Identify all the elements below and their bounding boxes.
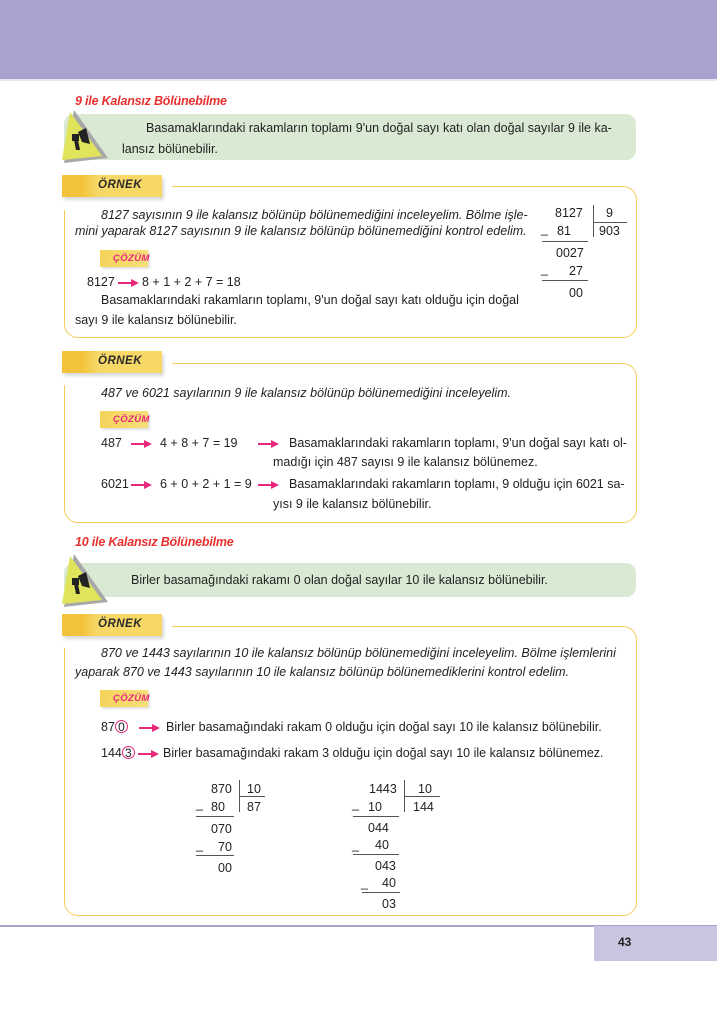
solution-tag-label: ÇÖZÜM: [113, 253, 150, 264]
arrow-right-icon: [139, 723, 161, 733]
calc-sum: 8 + 1 + 2 + 7 = 18: [142, 275, 241, 289]
header-divider: [0, 79, 717, 81]
arrow-right-icon: [138, 749, 160, 759]
rule-box-9: [64, 114, 636, 160]
solution-tag-label: ÇÖZÜM: [113, 414, 150, 425]
example-tab-3: [62, 614, 162, 636]
conclusion-line2: sayı 9 ile kalansız bölünebilir.: [75, 313, 237, 327]
conclusion-line1: Basamaklarındaki rakamların toplamı, 9'un doğal sayı katı olduğu için doğal: [101, 293, 519, 307]
rule-text-line2: lansız bölünebilir.: [122, 142, 218, 156]
arrow-right-icon: [118, 278, 140, 288]
example3-text-line2: yaparak 870 ve 1443 sayılarının 10 ile kalansız bölünüp bölünemediklerini kontrol edelim.: [75, 665, 570, 679]
megaphone-icon: [60, 108, 112, 163]
page-number: 43: [618, 935, 632, 949]
section-title-10: 10 ile Kalansız Bölünebilme: [75, 535, 234, 549]
example-tab-label: ÖRNEK: [98, 618, 143, 630]
solution-tag-2: [100, 411, 148, 428]
megaphone-icon: [60, 552, 112, 607]
example3-text-line1: 870 ve 1443 sayılarının 10 ile kalansız bölünüp bölünemediğini inceleyelim. Bölme işlemlerini: [101, 646, 616, 660]
example1-text-line2: mini yaparak 8127 sayısının 9 ile kalansız bölünüp bölünemediğini kontrol edelim.: [75, 224, 527, 238]
solution-tag-1: [100, 250, 148, 267]
header-band: [0, 0, 717, 79]
page-number-box: [594, 926, 717, 961]
rule-box-10: [64, 563, 636, 597]
arrow-right-icon: [131, 439, 153, 449]
circled-digit: 0: [115, 720, 128, 733]
calc-number: 8127: [87, 275, 115, 289]
rule-text-line1: Basamaklarındaki rakamların toplamı 9'un doğal sayı katı olan doğal sayılar 9 ile ka-: [146, 121, 612, 135]
arrow-right-icon: [258, 480, 280, 490]
example2-text: 487 ve 6021 sayılarının 9 ile kalansız bölünüp bölünemediğini inceleyelim.: [101, 386, 511, 400]
example-tab-1: [62, 175, 162, 197]
example-tab-label: ÖRNEK: [98, 179, 143, 191]
arrow-right-icon: [258, 439, 280, 449]
solution-tag-3: [100, 690, 148, 707]
section-title-9: 9 ile Kalansız Bölünebilme: [75, 94, 227, 108]
circled-digit: 3: [122, 746, 135, 759]
rule-text: Birler basamağındaki rakamı 0 olan doğal sayılar 10 ile kalansız bölünebilir.: [131, 573, 548, 587]
example-tab-2: [62, 351, 162, 373]
example-tab-label: ÖRNEK: [98, 355, 143, 367]
example1-text-line1: 8127 sayısının 9 ile kalansız bölünüp bölünemediğini inceleyelim. Bölme işle-: [101, 208, 528, 222]
solution-tag-label: ÇÖZÜM: [113, 693, 150, 704]
arrow-right-icon: [131, 480, 153, 490]
